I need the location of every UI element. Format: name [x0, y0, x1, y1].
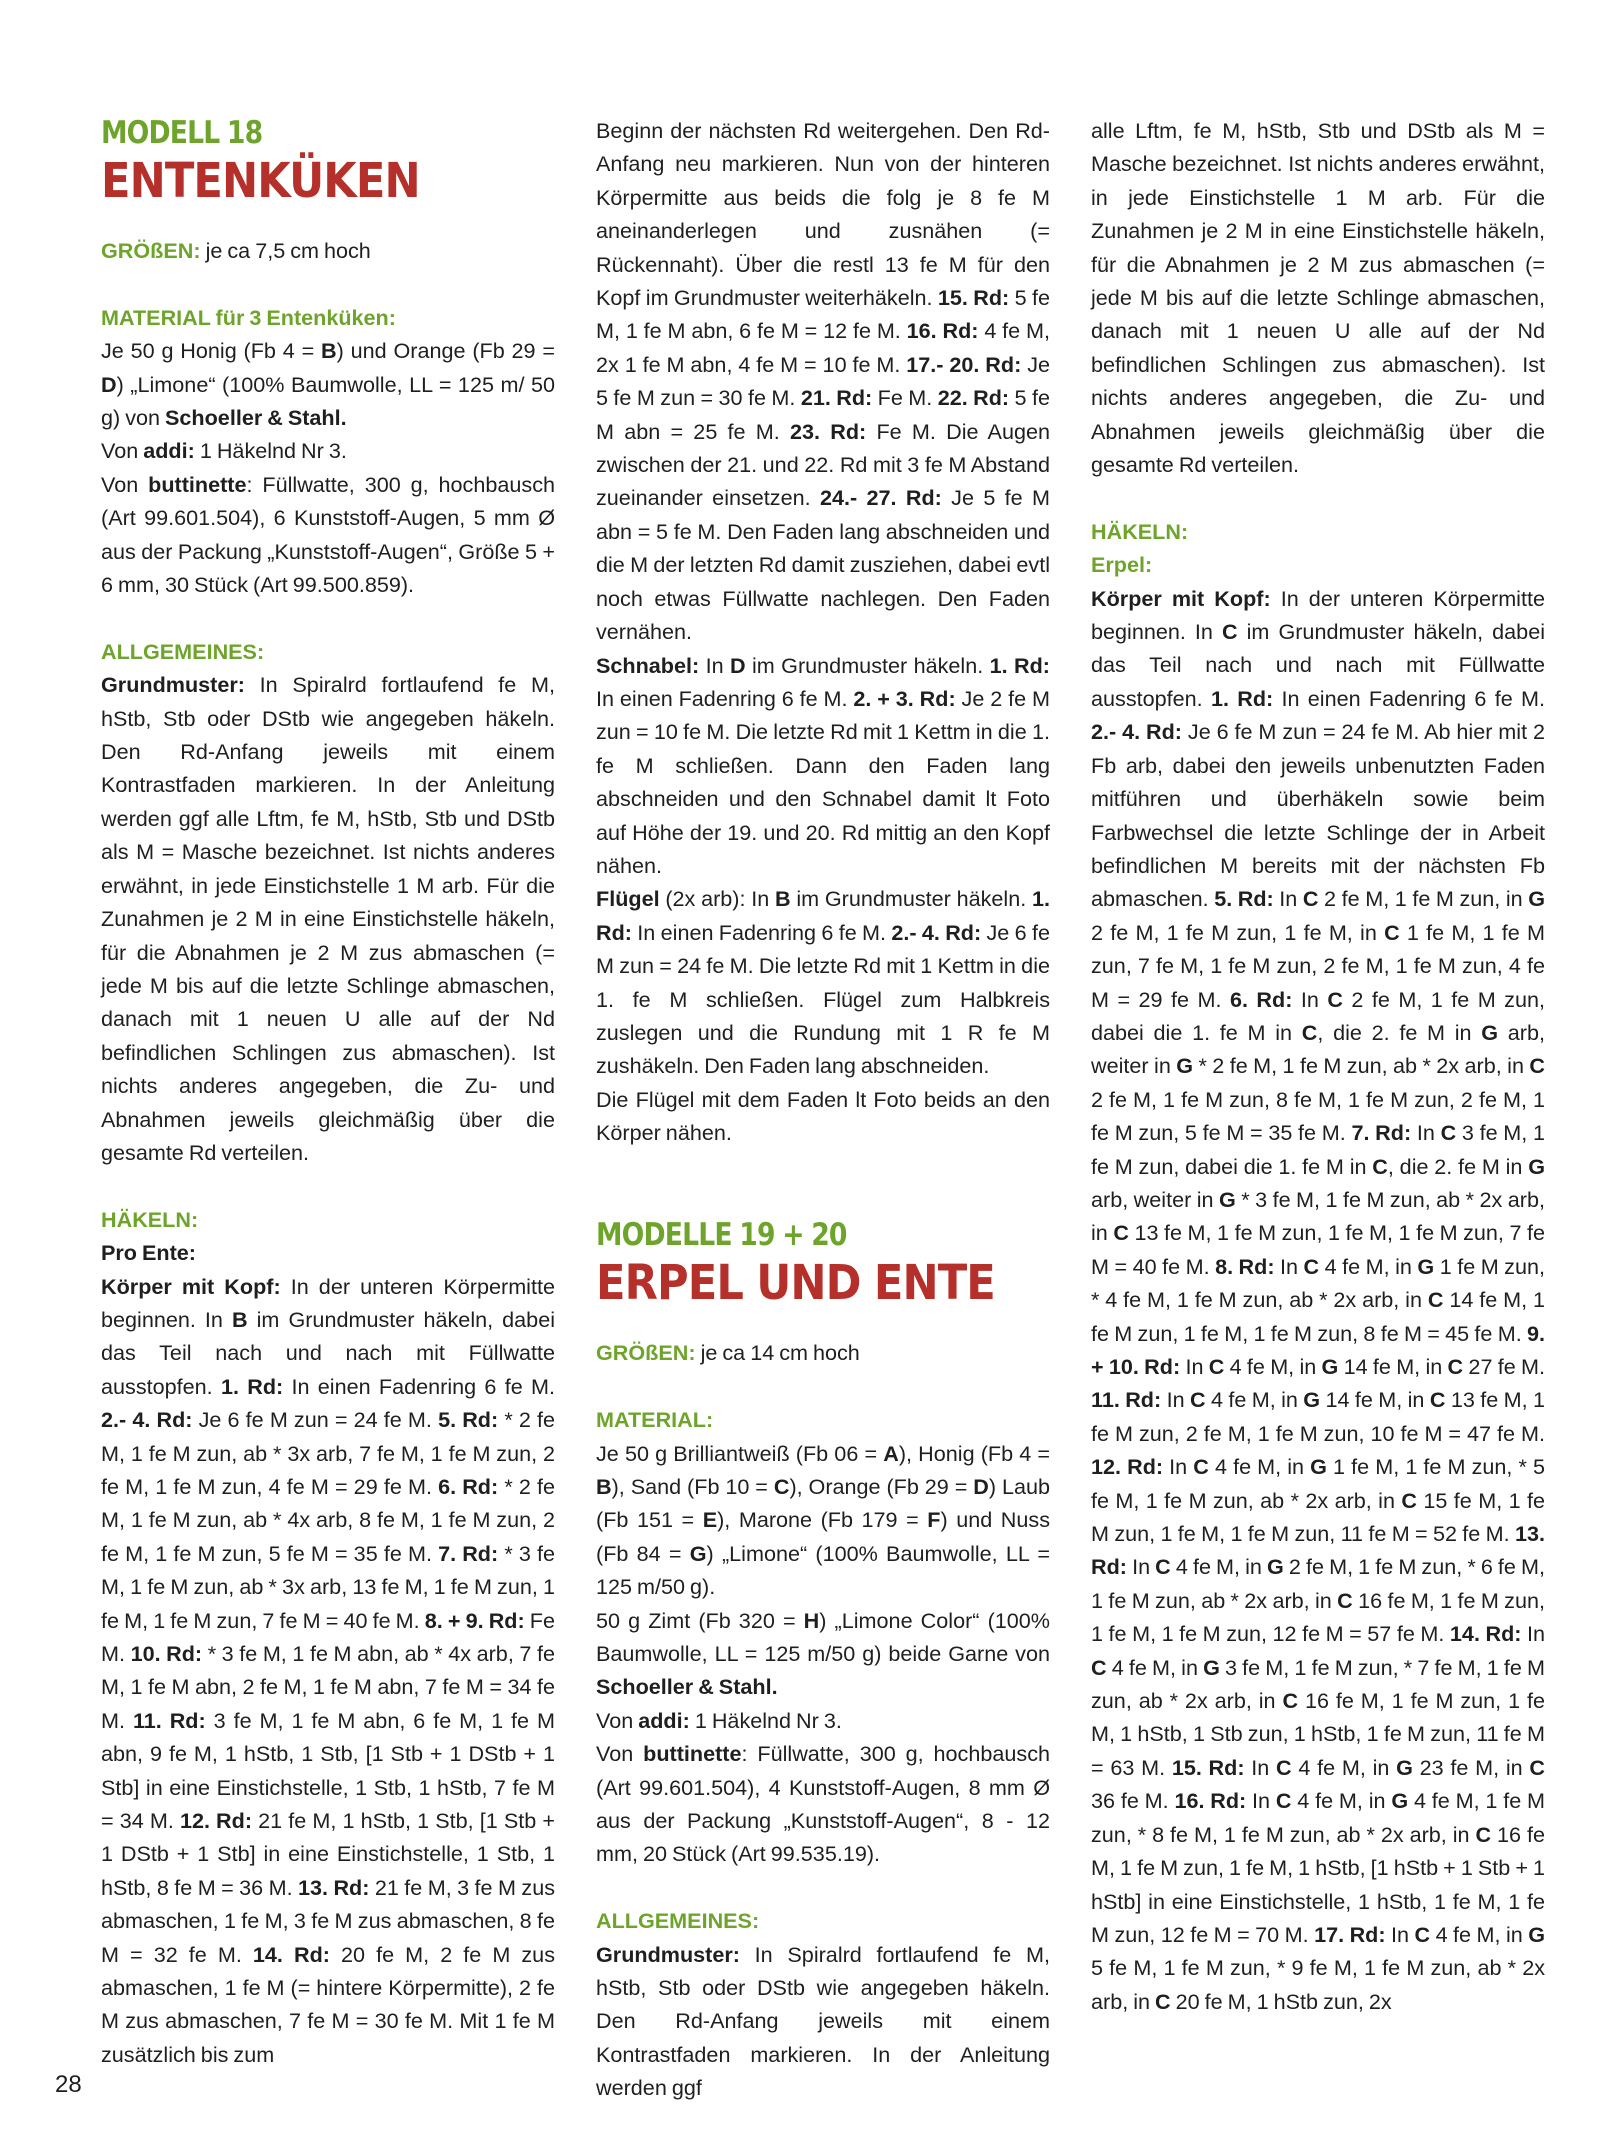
- model-label-2: MODELLE 19 + 20: [596, 1217, 847, 1254]
- haekeln-heading-2: HÄKELN:: [1091, 518, 1189, 544]
- erpel-heading: Erpel:: [1091, 552, 1153, 578]
- grundmuster-text-continued: alle Lftm, fe M, hStb, Stb und DStb als M = Masche bezeichnet. Ist nichts anderes erwähnt, in jede Einstichstelle 1 M arb. Für die Zunahmen je 2 M in eine Einstichstelle häkeln, für die Abnahmen je 2 M zus abmaschen (= jede M bis auf die letzte Schlinge abmaschen, danach mit 1 neuen U alle auf der Nd befindlichen Schlingen zus abmaschen). Ist nichts anderes angegeben, die Zu- und Abnahmen jeweils gleichmäßig über die gesamte Rd verteilen.: [1091, 118, 1545, 478]
- material-text-2-3: Von addi: 1 Häkelnd Nr 3.: [596, 1707, 842, 1733]
- material-text-3: Von buttinette: Füllwatte, 300 g, hochbausch (Art 99.601.504), 6 Kunststoff-Augen, 5 mm Ø aus der Packung „Kunststoff-Augen“, Größe 5 + 6 mm, 30 Stück (Art 99.500.859).: [101, 471, 555, 598]
- haekeln-heading: HÄKELN:: [101, 1206, 199, 1232]
- material-text-2: Von addi: 1 Häkelnd Nr 3.: [101, 438, 347, 464]
- model-label: MODELL 18: [101, 115, 263, 151]
- koerper-text-continued: Beginn der nächsten Rd weitergehen. Den Rd-Anfang neu markieren. Nun von der hinteren Körpermitte aus beids die folg je 8 fe M aneinanderlegen und zusnähen (= Rückennaht). Über die restl 13 fe M für den Kopf im Grundmuster weiterhäkeln. 15. Rd: 5 fe M, 1 fe M abn, 6 fe M = 12 fe M. 16. Rd: 4 fe M, 2x 1 fe M abn, 4 fe M = 10 fe M. 17.- 20. Rd: Je 5 fe M zun = 30 fe M. 21. Rd: Fe M. 22. Rd: 5 fe M abn = 25 fe M. 23. Rd: Fe M. Die Augen zwischen der 21. und 22. Rd mit 3 fe M Abstand zueinander einsetzen. 24.- 27. Rd: Je 5 fe M abn = 5 fe M. Den Faden lang abschneiden und die M der letzten Rd damit zusziehen, dabei evtl noch etwas Füllwatte nachlegen. Den Faden vernähen.: [596, 118, 1051, 645]
- grundmuster-text: Grundmuster: In Spiralrd fortlaufend fe M, hStb, Stb oder DStb wie angegeben häkeln. Den Rd-Anfang jeweils mit einem Kontrastfaden markieren. In der Anleitung werden ggf alle Lftm, fe M, hStb, Stb und DStb als M = Masche bezeichnet. Ist nichts anderes erwähnt, in jede Einstichstelle 1 M arb. Für die Zunahmen je 2 M in eine Einstichstelle häkeln, für die Abnahmen je 2 M zus abmaschen (= jede M bis auf die letzte Schlinge abmaschen, danach mit 1 neuen U alle auf der Nd befindlichen Schlingen zus abmaschen). Ist nichts anderes angegeben, die Zu- und Abnahmen jeweils gleichmäßig über die gesamte Rd verteilen.: [101, 672, 555, 1165]
- column-2: [596, 114, 1050, 2105]
- fluegel-finish-text: Die Flügel mit dem Faden lt Foto beids an den Körper nähen.: [596, 1086, 1050, 1146]
- model-title-2: ERPEL UND ENTE: [596, 1255, 995, 1312]
- pro-ente-label: Pro Ente:: [101, 1240, 196, 1266]
- groessen-paragraph: GRÖßEN: je ca 7,5 cm hoch: [101, 238, 371, 263]
- groessen-paragraph-2: GRÖßEN: je ca 14 cm hoch: [596, 1340, 860, 1366]
- schnabel-text: Schnabel: In D im Grundmuster häkeln. 1. Rd: In einen Fadenring 6 fe M. 2. + 3. Rd: Je 2 fe M zun = 10 fe M. Die letzte Rd mit 1 Kettm in die 1. fe M schließen. Dann den Faden lang abschneiden und den Schnabel damit lt Foto auf Höhe der 19. und 20. Rd mittig an den Kopf nähen.: [596, 652, 1051, 878]
- material-heading-2: MATERIAL:: [596, 1407, 714, 1433]
- allgemeines-heading: ALLGEMEINES:: [101, 638, 265, 664]
- fluegel-text: Flügel (2x arb): In B im Grundmuster häkeln. 1. Rd: In einen Fadenring 6 fe M. 2.- 4. Rd: Je 6 fe M zun = 24 fe M. Die letzte Rd mit 1 Kettm in die 1. fe M schließen. Flügel zum Halbkreis zuslegen und die Rundung mit 1 R fe M zushäkeln. Den Faden lang abschneiden.: [596, 886, 1050, 1079]
- material-text-1: Je 50 g Honig (Fb 4 = B) und Orange (Fb 29 = D) „Limone“ (100% Baumwolle, LL = 125 m/ 50 g) von Schoeller & Stahl.: [101, 338, 555, 431]
- material-text-2-2: 50 g Zimt (Fb 320 = H) „Limone Color“ (100% Baumwolle, LL = 125 m/50 g) beide Garne von Schoeller & Stahl.: [596, 1607, 1050, 1700]
- column-3: [1091, 114, 1545, 2018]
- material-text-2-1: Je 50 g Brilliantweiß (Fb 06 = A), Honig (Fb 4 = B), Sand (Fb 10 = C), Orange (Fb 29 = D) Laub (Fb 151 = E), Marone (Fb 179 = F) und Nuss (Fb 84 = G) „Limone“ (100% Baumwolle, LL = 125 m/50 g).: [596, 1440, 1051, 1600]
- erpel-koerper-text: Körper mit Kopf: In der unteren Körpermitte beginnen. In C im Grundmuster häkeln, dabei das Teil nach und nach mit Füllwatte ausstopfen. 1. Rd: In einen Fadenring 6 fe M. 2.- 4. Rd: Je 6 fe M zun = 24 fe M. Ab hier mit 2 Fb arb, dabei den jeweils unbenutzten Faden mitführen und überhäkeln sowie beim Farbwechsel die letzte Schlinge der in Arbeit befindlichen M bereits mit der nächsten Fb abmaschen. 5. Rd: In C 2 fe M, 1 fe M zun, in G 2 fe M, 1 fe M zun, 1 fe M, in C 1 fe M, 1 fe M zun, 7 fe M, 1 fe M zun, 2 fe M, 1 fe M zun, 4 fe M = 29 fe M. 6. Rd: In C 2 fe M, 1 fe M zun, dabei die 1. fe M in C, die 2. fe M in G arb, weiter in G * 2 fe M, 1 fe M zun, ab * 2x arb, in C 2 fe M, 1 fe M zun, 8 fe M, 1 fe M zun, 2 fe M, 1 fe M zun, 5 fe M = 35 fe M. 7. Rd: In C 3 fe M, 1 fe M zun, dabei die 1. fe M in C, die 2. fe M in G arb, weiter in G * 3 fe M, 1 fe M zun, ab * 2x arb, in C 13 fe M, 1 fe M zun, 1 fe M, 1 fe M zun, 7 fe M = 40 fe M. 8. Rd: In C 4 fe M, in G 1 fe M zun, * 4 fe M, 1 fe M zun, ab * 2x arb, in C 14 fe M, 1 fe M zun, 1 fe M, 1 fe M zun, 8 fe M = 45 fe M. 9. + 10. Rd: In C 4 fe M, in G 14 fe M, in C 27 fe M. 11. Rd: In C 4 fe M, in G 14 fe M, in C 13 fe M, 1 fe M zun, 2 fe M, 1 fe M zun, 10 fe M = 47 fe M. 12. Rd: In C 4 fe M, in G 1 fe M, 1 fe M zun, * 5 fe M, 1 fe M zun, ab * 2x arb, in C 15 fe M, 1 fe M zun, 1 fe M, 1 fe M zun, 11 fe M = 52 fe M. 13. Rd: In C 4 fe M, in G 2 fe M, 1 fe M zun, * 6 fe M, 1 fe M zun, ab * 2x arb, in C 16 fe M, 1 fe M zun, 1 fe M, 1 fe M zun, 12 fe M = 57 fe M. 14. Rd: In C 4 fe M, in G 3 fe M, 1 fe M zun, * 7 fe M, 1 fe M zun, ab * 2x arb, in C 16 fe M, 1 fe M zun, 1 fe M, 1 hStb, 1 Stb zun, 1 hStb, 1 fe M zun, 11 fe M = 63 M. 15. Rd: In C 4 fe M, in G 23 fe M, in C 36 fe M. 16. Rd: In C 4 fe M, in G 4 fe M, 1 fe M zun, * 8 fe M, 1 fe M zun, ab * 2x arb, in C 16 fe M, 1 fe M zun, 1 fe M, 1 hStb, [1 hStb + 1 Stb + 1 hStb] in eine Einstichstelle, 1 hStb, 1 fe M, 1 fe M zun, 12 fe M = 70 M. 17. Rd: In C 4 fe M, in G 5 fe M, 1 fe M zun, * 9 fe M, 1 fe M zun, ab * 2x arb, in C 20 fe M, 1 hStb zun, 2x: [1091, 585, 1546, 2014]
- koerper-text: Körper mit Kopf: In der unteren Körpermitte beginnen. In B im Grundmuster häkeln, dabei das Teil nach und nach mit Füllwatte ausstopfen. 1. Rd: In einen Fadenring 6 fe M. 2.- 4. Rd: Je 6 fe M zun = 24 fe M. 5. Rd: * 2 fe M, 1 fe M zun, ab * 3x arb, 7 fe M, 1 fe M zun, 2 fe M, 1 fe M zun, 4 fe M = 29 fe M. 6. Rd: * 2 fe M, 1 fe M zun, ab * 4x arb, 8 fe M, 1 fe M zun, 2 fe M, 1 fe M zun, 5 fe M = 35 fe M. 7. Rd: * 3 fe M, 1 fe M zun, ab * 3x arb, 13 fe M, 1 fe M zun, 1 fe M, 1 fe M zun, 7 fe M = 40 fe M. 8. + 9. Rd: Fe M. 10. Rd: * 3 fe M, 1 fe M abn, ab * 4x arb, 7 fe M, 1 fe M abn, 2 fe M, 1 fe M abn, 7 fe M = 34 fe M. 11. Rd: 3 fe M, 1 fe M abn, 6 fe M, 1 fe M abn, 9 fe M, 1 hStb, 1 Stb, [1 Stb + 1 DStb + 1 Stb] in eine Einstichstelle, 1 Stb, 1 hStb, 7 fe M = 34 M. 12. Rd: 21 fe M, 1 hStb, 1 Stb, [1 Stb + 1 DStb + 1 Stb] in eine Einstichstelle, 1 Stb, 1 hStb, 8 fe M = 36 M. 13. Rd: 21 fe M, 3 fe M zus abmaschen, 1 fe M, 3 fe M zus abmaschen, 8 fe M = 32 fe M. 14. Rd: 20 fe M, 2 fe M zus abmaschen, 1 fe M (= hintere Körpermitte), 2 fe M zus abmaschen, 7 fe M = 30 fe M. Mit 1 fe M zusätzlich bis zum: [101, 1273, 556, 2067]
- column-1: [101, 114, 555, 2071]
- model-title: ENTENKÜKEN: [101, 153, 420, 209]
- material-text-2-4: Von buttinette: Füllwatte, 300 g, hochbausch (Art 99.601.504), 4 Kunststoff-Augen, 8 mm Ø aus der Packung „Kunststoff-Augen“, 8 - 12 mm, 20 Stück (Art 99.535.19).: [596, 1741, 1050, 1867]
- grundmuster-text-2: Grundmuster: In Spiralrd fortlaufend fe M, hStb, Stb oder DStb wie angegeben häkeln. Den Rd-Anfang jeweils mit einem Kontrastfaden markieren. In der Anleitung werden ggf: [596, 1941, 1050, 2101]
- material-heading: MATERIAL für 3 Entenküken:: [101, 304, 396, 330]
- allgemeines-heading-2: ALLGEMEINES:: [596, 1908, 760, 1934]
- page-number: 28: [55, 2071, 82, 2098]
